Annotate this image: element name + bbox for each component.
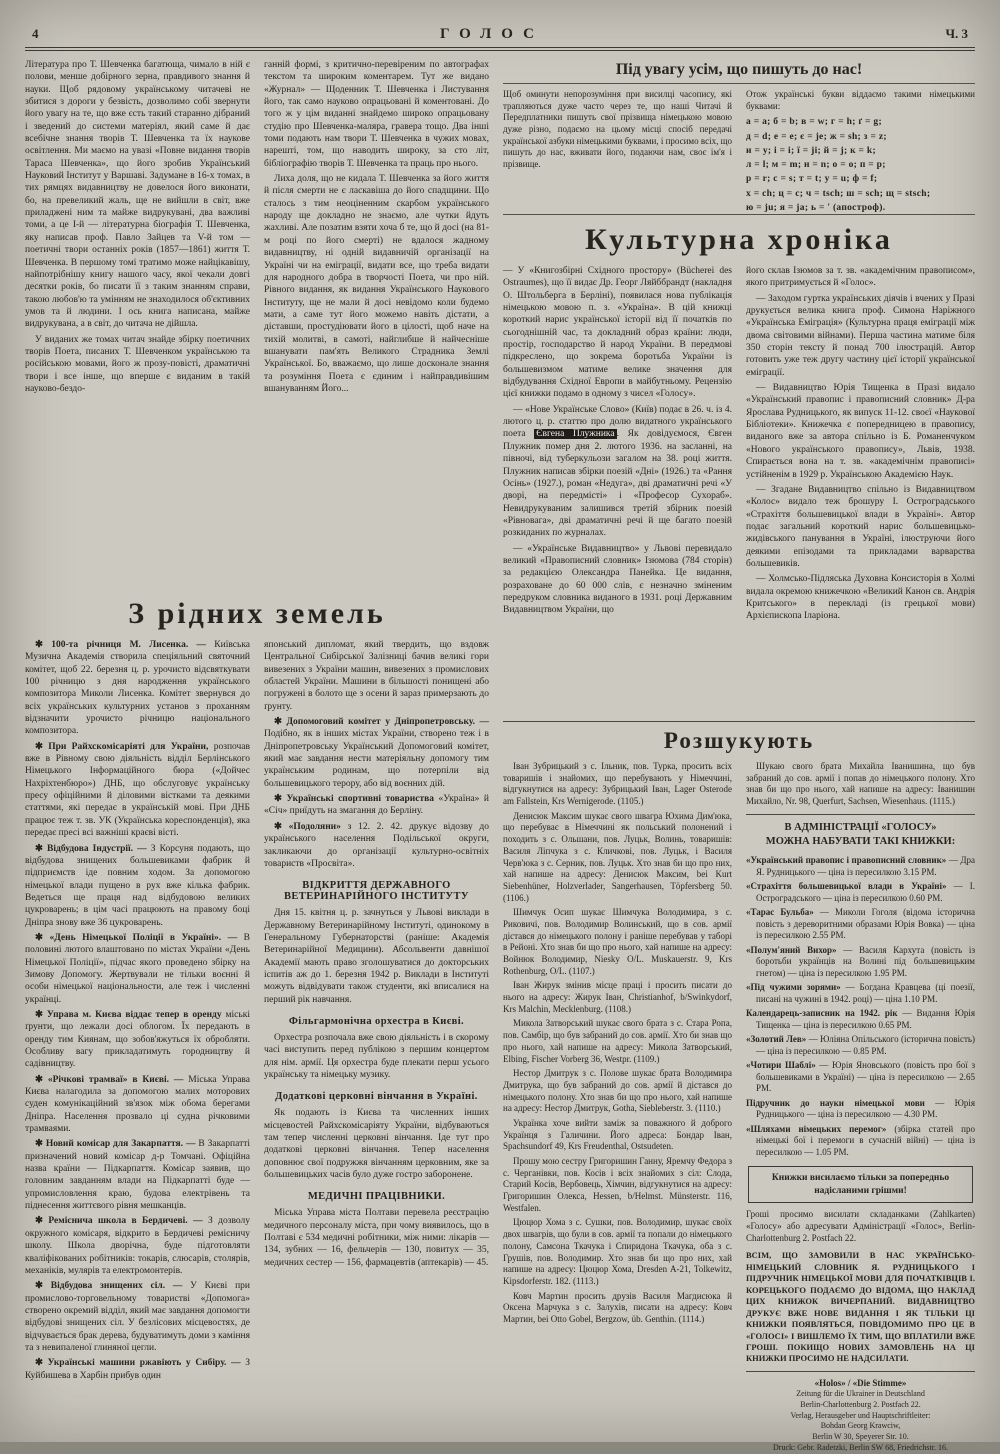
- chronicle-paragraph: його склав Ізюмов за т. зв. «академічним правописом», якого притримується й «Голос».: [746, 266, 975, 289]
- news-item: [25, 1215, 250, 1277]
- book-details: — Видання Юрія Тищенка — ціна із пересилкою 0.65 РМ.: [756, 1008, 975, 1030]
- blacked-out-name: Євгена Плужника: [536, 429, 615, 440]
- news-subsection: [264, 1016, 489, 1081]
- book-entry: [746, 907, 975, 942]
- chronicle-paragraph: — Заходом гуртка українських діячів і вчених у Празі друкується велика книга проф. Симона Наріжного «Українська Еміграція» (Культурна праця еміграції між двома світовими війнами). Перша частина матиме біля 350 сторін тексту й понад 700 ілюстрацій. Автор готовить уже теж другу частину цієї історії української еміграції.: [746, 293, 975, 378]
- page-number: 4: [32, 26, 39, 41]
- imprint-line: Verlag, Herausgeber und Hauptschriftleiter:: [790, 1410, 931, 1420]
- news-item-lead: ✱ Відбудова Індустрії. —: [35, 843, 147, 854]
- search-notice: Денисюк Максим шукає свого швагра Юхима Дим'юка, що перебуває в Німеччині як польський полонений і походить з с. Ольшани, пов. Луцьк, Волинь, товаришів: Василя Ліпчука з с. Кличкові, пов. Луцьк, і Василя Черв'юка з с. Серник, пов. Луцьк. Хто знав би що про них, хай напише на адресу: Денисюк Максим, bei Kurt Siebenhüner, Holzverlader, Sangerhausen, Töpfersberg 50. (1106.): [503, 810, 732, 903]
- article-paragraph: ганній формі, з критично-перевіреним по автографах текстом та широким коментарем. Тут же видано «Журнал» — Щоденник Т. Шевченка і Листування його, так само науково опрацьовані й коментовані. До того ж у цім виданні знайдемо широко опрацьовану студію про Шевченка-маляра, гравера тощо. Два інші томи подають нам твори Т. Шевченка в чужих мовах, нарешті, том, що наводить широку, за сто літ, бібліографію творів Т. Шевченка та праць про нього.: [264, 60, 489, 169]
- imprint-line: Berlin W 30, Speyerer Str. 10.: [812, 1432, 909, 1442]
- news-item-text: Київська Музична Академія створила спеціяльний святочний комітет, щоб 22. березня ц. р. урочисто відсвяткувати 100 річницю з дня народження українського композитора Миколи Лисенка. Комітет звернувся до всіх українських культурних установ з проханням відзначити урочисто річницю національного композитора.: [25, 640, 251, 737]
- news-subsection: [264, 880, 489, 1006]
- news-item: [25, 639, 250, 738]
- search-notice: Нестор Дмитрук з с. Полове шукає брата Володимира Дмитрука, що був забраний до сов. армії й дістався до німецького полону. Хто знав би що про нього, хай напише на адресу: Нестор Дмитрук, Gotha, Siebleberstr. 3. (1110.): [503, 1068, 732, 1114]
- book-entry: [746, 855, 975, 878]
- news-item: [264, 793, 489, 818]
- news-item: [25, 1280, 250, 1354]
- imprint-line: Zeitung für die Ukrainer in Deutschland: [796, 1389, 925, 1399]
- transliteration-line: и = y; і = i; ї = ji; й = j; к = k;: [746, 145, 876, 156]
- chronicle-paragraph: — Видавництво Юрія Тищенка в Празі видало «Український правопис і правописний словник» Д-ра Ярослава Рудницького, як випуск 11-12. своєї «Наукової Бібліотеки». Книжечка є попередницею в правопису, виданого вже за автора спільно із Б. Романенчуком «Нового українського правопису», Львів, 1938. Спирається вона на т. зв. «академічнім правописі» устійненім в 1929 р. Українською Академією Наук.: [746, 383, 975, 480]
- imprint-line: Bohdan Georg Krawciw,: [820, 1421, 901, 1431]
- book-entry: [746, 945, 975, 980]
- search-notice: Іван Жирук змінив місце праці і просить писати до нього на адресу: Жирук Іван, Christianhof, b/Swinkydorf, Krs Malchin, Mecklenburg. (1108.): [503, 980, 732, 1014]
- chronicle-section: [503, 265, 975, 717]
- book-entry: [746, 982, 975, 1005]
- admin-books-section: [746, 814, 975, 1454]
- admin-title-line-2: МОЖНА НАБУВАТИ ТАКІ КНИЖКИ:: [765, 835, 956, 847]
- search-notice: Ковч Мартин просить друзів Василя Магдисюка й Оксена Марчука з с. Залухів, писати на адресу: Ковч Мартин, bei Otto Gobel, Bergzow, üb. Genthin. (1114.): [503, 1290, 732, 1324]
- payment-instructions: Гроші просимо висилати складанками (Zahlkarten) «Голосу» або адресувати Адміністрації «Голос», Berlin-Charlottenburg 2. Postfach 22.: [746, 1209, 975, 1243]
- admin-books-title: [746, 821, 975, 849]
- chronicle-paragraph: — У «Книгозбірні Східного простору» (Bücherei des Ostraumes), що її видає Др. Георг Ляйббрандт (накладня О. Штольберга в Берліні), появилася нова публікація німецькою мовою п. з. «Україна». В цій книжці короткий нарис української історії від її початків по сьогоднішній час, та докладний образ країни: люди, простір, господарство й народ України. В передмові підкреслено, що зокрема боротьба України із большевизмом матиме велике значення для відбудування Східної Европи в майбутньому. Рецензію цієї книжки подамо в одному з чисел «Голосу».: [503, 266, 732, 400]
- search-body: [503, 761, 976, 1453]
- transliteration-line: д = d; е = e; є = je; ж = sh; з = z;: [746, 131, 887, 142]
- news-item-lead: ✱ Управа м. Києва віддає тепер в оренду: [35, 1009, 222, 1020]
- transliteration-intro: Отож українські букви віддаємо такими німецькими буквами:: [746, 89, 975, 111]
- search-notice: Іван Зубрицький з с. Ільник, пов. Турка, просить всіх товаришів і знайомих, що перебувають у Німеччині, відгукнутися на адресу: Зубрицький Іван, Lager Osterode am Fallstein, Krs Wernigerode. (1105.): [503, 761, 732, 807]
- sold-out-announcement: ВСІМ, ЩО ЗАМОВИЛИ В НАС УКРАЇНСЬКО-НІМЕЦЬКИЙ СЛОВНИК Я. РУДНИЦЬКОГО І ПІДРУЧНИК НІМЕЦЬКОЇ МОВИ ДЛЯ ПОЧАТКІВЦІВ І. КОРЕЦЬКОГО ПОДАЄМО ДО ВІДОМА, ЩО НАКЛАД ЦИХ КНИЖОК ВИЧЕРПАНИЙ. ВИДАВНИЦТВО ДРУКУЄ ВЖЕ НОВЕ ВИДАННЯ І ЯК ТІЛЬКИ ЦІ КНИЖКИ ПОЯВЛЯТЬСЯ, ПОВІДОМИМО ПРО ЦЕ В «ГОЛОСІ» І ВИШЛЕМО ЇХ ТИМ, ЩО ВПЛАТИЛИ ВЖЕ ГРОШІ. ПОКИЩО НОВИХ ЗАМОВЛЕНЬ НА ЦІ КНИЖКИ ПРОСИМО НЕ НАДСИЛАТИ.: [746, 1250, 975, 1364]
- news-item-lead: ✱ «Подоляни»: [274, 821, 341, 832]
- news-item: [25, 843, 250, 929]
- search-column-2: [746, 761, 976, 1453]
- news-item: [25, 1357, 250, 1382]
- news-item-lead: ✱ Допомоговий комітет у Дніпропетровську. —: [274, 717, 489, 728]
- news-item-continuation: японський дипломат, який твердить, що вздовж Центральної Сибірської Залізниці бачив великі гори вивезених з України машин, вивезених з промислових областей України. Машини в більшості понищені або погружені в болото ще з осени й зараз примерзають до ґрунту.: [264, 640, 489, 712]
- chronicle-text: . Як довідуємося, Євген Плужник помер дня 2. лютого 1936. на засланні, на півночі, від туберкульози загалом на 38. році життя. Плужник написав збірки поезій «Дні» (1926.) та «Рання Осінь» (1927.), роман «Недуга», дві драматичні речі «У дворі, на передмісті» і «Професор Сухораб». Невидрукуваним залишився третій збірник поезій «Рівновага», дві драматичні речі й ще багато поезій розкиданих по журналах.: [503, 429, 732, 539]
- book-title: «Страхіття большевицької влади в Україні»: [746, 881, 947, 892]
- news-item-lead: ✱ Новий комісар для Закарпаття. —: [35, 1139, 196, 1150]
- subsection-heading: Додаткові церковні вінчання в Україні.: [275, 1091, 478, 1103]
- masthead: [0, 0, 1000, 47]
- news-item: [25, 932, 250, 1006]
- search-notice: Микола Затворський шукає свого брата з с. Стара Ропа, пов. Самбір, що був забраний до сов. армії. Хто би знав що про нього, хай напише на адресу: Микола Затворський, Elbing, Fischer Vorberg 36, Westpr. (1109.): [503, 1018, 732, 1064]
- writers-notice-title: Під увагу усім, що пишуть до нас!: [503, 61, 975, 84]
- subsection-text: Як подають із Києва та численних інших місцевостей Райхскомісаріяту України, відбуваються там тепер численні церковні вінчання. Іде тут про додаткові церковні вінчання. Тепер населення доповнює свої подружжя вінчанням церковним, яке за большевицьких часів було дуже гостро заборонене.: [264, 1108, 489, 1181]
- imprint-line: Druck: Gebr. Radetzki, Berlin SW 68, Friedrichstr. 16.: [773, 1443, 948, 1453]
- news-item-text: В Закарпатті призначений новий комісар д-р Томчані. Офіційна назва країни — Підкарпаття. Комісар заявив, що головним завданням влади на Підкарпатті буде — упромисловлення краю, будова електрівень та піднесення життєвого рівня мешканців.: [25, 1139, 251, 1212]
- search-column-1: [503, 761, 732, 1449]
- book-details: (збірка статей про німецькі бої і перемоги в сучасній війні) — ціна із пересилкою — 1.05 РМ.: [756, 1123, 975, 1157]
- subsection-heading: МЕДИЧНІ ПРАЦІВНИКИ.: [307, 1191, 446, 1203]
- news-item-lead: ✱ «День Німецької Поліції в Україні». —: [35, 932, 238, 943]
- subsection-heading: Фільгармонічна орхестра в Києві.: [288, 1015, 465, 1027]
- page-content: [0, 51, 1000, 1453]
- book-details: — Василя Кархута (повість із боротьби українців на Волині під большевицьким гнетом) — ціна із пересилкою 1.95 РМ.: [756, 944, 975, 978]
- news-item-lead: ✱ «Річкові трамваї» в Києві. —: [35, 1074, 184, 1085]
- news-item-lead: ✱ При Райхскомісаріяті для України,: [35, 741, 209, 752]
- book-title: «Полум'яний Вихор»: [746, 944, 837, 955]
- writers-notice-body: [503, 89, 975, 213]
- book-entry: [746, 1034, 975, 1057]
- book-title: Підручник до науки німецької мови: [746, 1097, 925, 1108]
- writers-notice-left: [503, 89, 732, 209]
- article-paragraph: Література про Т. Шевченка багатюща, чимало в ній є полови, менше добірного зерна, правдивого знання й науки. Щоб рядовому українському читачеві не збитися з дороги у безвість, дозволимо собі звернути його увагу на те, що вже єсть такий старанно дібраний і зведений до системи матеріял, який саме й дає всебічне знання творів Т. Шевченка та їх наукове освітлення. Ми маємо на увазі «Повне видання творів Тараса Шевченка», що його зробив Український Науковий Інститут у Варшаві. Задумане в 16-х томах, в тих рямцях видавництву не довелося його виконати, бо, на превеликий жаль, ще не вийшли в світ, вже приладжені ним та майже видрукувані, два важливі томи, а це І-й — літературна біографія Т. Шевченка, яку написав проф. Павло Зайцев та V-й том — поетичні твори останніх років (1857—1861) життя Т. Шевченка. В першому томі тратимо може найцікавішу, найпотрібнішу книгу нашого часу, якої чекали довгі десятки років, бо писати її з таким знанням справи, такою любов'ю та умінням не знаходилося об'єктивних умов та й людини. І ось книга написана, майже видрукувана, а в світ, до читача не дійшла.: [25, 60, 250, 330]
- native-lands-title: З рідних земель: [128, 597, 386, 630]
- search-notice: Прошу мою сестру Григоришин Ганну, Яремчу Федора з с. Черганівки, пов. Косів і всіх знайомих з сіл: Слода, Старий Косів, Вербовець, Хімчин, відгукнутися на адресу: Григоришин Олекса, Hessen, b/Helmst. Münsterstr. 116, Westfalen.: [503, 1156, 732, 1213]
- news-item: [264, 716, 489, 790]
- search-notice: Шукаю свого брата Михайла Іванишина, що був забраний до сов. армії і попав до німецького полону. Хто знав би що про нього, хай напише на адресу: Іванишин Михайло, Nr. 98, Querfurt, Sachsen, Wiesenhaus. (1115.): [746, 761, 975, 807]
- right-half: [503, 59, 976, 1453]
- native-lands-column-2: [264, 639, 489, 1427]
- chronicle-text: — «Нове Українське Слово» (Київ) подає в 26. ч. із 4. лютого ц. р. статтю про долю видатного українського поета: [503, 404, 732, 440]
- issue-number: Ч. 3: [945, 26, 968, 41]
- news-item-text: Подібно, як в інших містах України, створено теж і в Дніпропетровську Український Допомоговий комітет, який має завдання нести матеріяльну допомогу тим українським родинам, що потерпіли від большевицького терору, або від воєнних дій.: [264, 729, 489, 789]
- news-item: [25, 1138, 250, 1212]
- search-notice: Українка хоче вийти заміж за поважного й доброго Українця з Галичини. Його адреса: Бондар Іван, Spachsundorf 49, Krs Freudenthal, Ostsudeten.: [503, 1117, 732, 1152]
- newspaper-title: ГОЛОС: [440, 26, 544, 42]
- news-item-text: У Києві при промислово-торговельному товаристві «Допомога» створено окремий відділ, який має завдання допомогти відбудові знищених сіл. У безлісових місцевостях, де відчувається брак дерева, будуватимуть доми з каміння та з невипаленої глиняної цегли.: [25, 1281, 250, 1353]
- native-lands-section: [25, 639, 489, 1427]
- subsection-heading: ВІДКРИТТЯ ДЕРЖАВНОГО ВЕТЕРИНАРІЙНОГО ІНСТИТУТУ: [284, 880, 469, 903]
- news-item-lead: ✱ 100-та річниця М. Лисенка. —: [35, 640, 206, 650]
- book-entry: [746, 1124, 975, 1159]
- writers-notice-text: Щоб оминути непорозуміння при висилці часопису, які трапляються дуже часто через те, що наші Читачі й Передплатники пишуть свої прізвища німецькою мовою дуже різно, подаємо на цьому місці спосіб передачі української азбуки німецькими буквами, і просимо всіх, що пишуть до нас, вживати його, подаючи нам, своє ім'я і прізвище.: [503, 89, 732, 170]
- search-notice: Шимчук Осип шукає Шимчука Володимира, з с. Риковичі, пов. Володимир Волинський, що в сов. армії дістався до німецького полону і раніше перебував у таборі в Рейоні. Хто знав би що про нього, хай напише на адресу: Войнюк Володимир, Niesky O/L. Muskauerstr. 9, Krs Rothenburg, O/L. (1107.): [503, 907, 732, 976]
- subsection-text: Орхестра розпочала вже свою діяльність і в скорому часі виступить перед публікою з першим концертом для нім. армії. Ця орхестра буде плекати перш усього українську та німецьку музику.: [264, 1032, 489, 1080]
- book-details: — Дра Я. Рудницького — ціна із пересилкою 3.15 РМ.: [756, 855, 975, 877]
- book-title: «Тарас Бульба»: [746, 907, 814, 918]
- writers-notice-section: [503, 61, 975, 215]
- chronicle-paragraph: [503, 404, 732, 540]
- search-title: Розшукують: [663, 728, 815, 753]
- book-title: «Під чужими зорями»: [746, 982, 841, 993]
- book-entry: [746, 1060, 975, 1095]
- news-item-lead: ✱ Реміснича школа в Бердичеві. —: [35, 1216, 203, 1227]
- news-subsection: [264, 1191, 489, 1269]
- news-item-text: «Україна» й «Січ» приїдуть на змагання до Берліну.: [264, 794, 489, 817]
- book-entry: [746, 1098, 975, 1121]
- news-item-text: Міська Управа Києва налагодила за допомогою малих моторових суден комунікаційний зв'язок між обома берегами Дніпра. Населення прозвало ці судна річковими трамваями.: [25, 1074, 250, 1135]
- book-title: «Золотий Лев»: [746, 1034, 807, 1045]
- news-items-group: [264, 716, 489, 870]
- shevchenko-column-2: [264, 59, 489, 589]
- book-details: — Богдана Кравцева (ці поезії, писані на чужині в 1942. році) — ціна 1.10 РМ.: [756, 982, 975, 1004]
- prepayment-box-note: Книжки висилаємо тільки за попередньо надісланими грішми!: [748, 1166, 973, 1203]
- news-item-text: З дозволу окружного комісаря, відкрито в Бердичеві ремісничу школу. Школа дворічна, буде підготовляти кваліфікованих робітників: токарів, слюсарів, столярів, механіків, мулярів та електромонтерів.: [25, 1216, 251, 1276]
- book-list: [746, 855, 975, 1158]
- news-subsections: [264, 880, 489, 1269]
- search-notice: Цюцюр Хома з с. Сушки, пов. Володимир, шукає своїх двох швагрів, що були в сов. армії та попали до німецького полону, Самсона Ткачука і Спиридона Ткачука, оба з с. Грушів, пов. Володимир. Хто знав би що про них, хай напише на адресу: Цюцюр Хома, Dresden A-21, Tolkewitz, Kipsdorferstr. 182. (1113.): [503, 1217, 732, 1286]
- chronicle-paragraph: — «Українське Видавництво» у Львові перевидало великий «Правописний словник» Ізюмова (784 сторін) за редакцією Олександра Панейка. Це видання, розраховане до 60 000 слів, є незначно зміненим передруком словника виданого в 1931. році Державним Видавництвом України, що: [503, 543, 732, 616]
- book-details: — Миколи Гоголя (відома історична повість з дереворитними образами Юрія Вовка) — ціна із пересилкою 2.55 РМ.: [756, 907, 975, 941]
- news-item: [25, 1009, 250, 1071]
- news-item-text: В половині лютого влаштовано по містах України «День Німецької Поліції», підчас якого проведено збірку на Зимову Допомогу. Жертвували не тільки воєнні й особи німецької національности, але теж і численні українці.: [25, 932, 250, 1005]
- news-item-lead: ✱ Українські машини ржавіють у Сибіру. —: [35, 1358, 241, 1369]
- book-title: «Український правопис і правописний словник»: [746, 855, 947, 866]
- news-item: [25, 741, 250, 840]
- shevchenko-article: [25, 59, 489, 589]
- news-subsection: [264, 1091, 489, 1181]
- transliteration-table: [746, 115, 975, 215]
- imprint-line: Berlin-Charlottenburg 2. Postfach 22.: [800, 1399, 921, 1409]
- shevchenko-column-1: [25, 59, 250, 589]
- book-details: — Юліяна Опільського (історична повість) — ціна із пересилкою — 0.85 РМ.: [756, 1034, 975, 1056]
- news-item-text: З Куйбишева в Харбін прибув один: [25, 1358, 251, 1381]
- transliteration-line: ю = ju; я = ja; ь = ' (апостроф).: [746, 202, 886, 213]
- book-details: — Юрія Рудницького — ціна із пересилкою — 4.30 РМ.: [756, 1097, 976, 1120]
- chronicle-paragraph: — Холмсько-Підляська Духовна Консисторія в Холмі видала окремою книжечкою «Великий Канон св. Андрія Критського» в перекладі (із грецької мови) Архієпископа Іларіона.: [746, 574, 975, 622]
- news-item-lead: ✱ Українські спортивні товариства: [274, 794, 435, 805]
- chronicle-title: Культурна хроніка: [585, 223, 893, 256]
- book-details: — Юрія Яновського (повість про бої з большевиками в Україні) — ціна із пересилкою — 2.65 РМ.: [756, 1060, 976, 1094]
- writers-notice-right: [746, 89, 975, 213]
- imprint-block: [746, 1371, 975, 1454]
- search-section: [503, 721, 976, 1453]
- book-details: — І. Остроградського — ціна із пересилкою 0.60 РМ.: [756, 881, 975, 903]
- transliteration-line: р = r; с = s; т = t; у = u; ф = f;: [746, 174, 878, 185]
- subsection-text: Дня 15. квітня ц. р. зачнуться у Львові виклади в Державному Ветеринарійному Інституті, одинокому в Генеральному Губернаторстві (раніше: Академія Ветеринарійної Медицини). Абсольвенти давнішої Академії мають право зголошуватися до докторських іспитів аж до 1. березня 1942 р. Виклади в Інституті можуть відвідувати також студенти, які вписалися на перший рік навчання.: [264, 908, 489, 1005]
- news-item-text: розпочав вже в Рівному свою діяльність відділ Берлінського Німецького Інформаційного бюра («Дойчес Нахріхтенбюро») ДНБ, що обслуговує українську пресу офіційними й діловими вістками та деякими статтями, які передає в українській мові. При ДНБ працює теж т. зв. УК (Українська кореспонденція), яка передає пресі всі важніші краєві вісті.: [25, 741, 251, 839]
- news-item-text: З Корсуня подають, що відбудова знищених большевиками фабрик й підприємств іде повним ходом. За допомогою німецької влади пущено в рух вже кілька фабрик. Ведеться ще праця над відбудовою великих цукроварень; в цім часі працюють на правому боці Дніпра знову вже 36 цукроварень.: [25, 843, 250, 928]
- book-title: Календарець-записник на 1942. рік: [746, 1008, 898, 1019]
- imprint-line: «Holos» / «Die Stimme»: [814, 1377, 907, 1388]
- book-title: «Шляхами німецьких перемог»: [746, 1123, 887, 1134]
- news-item-text: з 12. 2. 42. друкує відозву до українського населення Подільської округи, закликаючи до організації культурно-освітніх товариств «Просвіта».: [264, 821, 489, 869]
- article-paragraph: У виданих же томах читач знайде збірку поетичних творів Поета, писаних Т. Шевченком українською та російською мовами, його ж прозу-повісті, драматичні твори і все інше, що вперше є виданим в такій науково-бездо-: [25, 334, 250, 394]
- book-entry: [746, 881, 975, 904]
- book-entry: [746, 1008, 975, 1031]
- transliteration-line: л = l; м = m; н = n; о = o; п = p;: [746, 160, 886, 171]
- left-half: [25, 59, 489, 1449]
- book-title: «Чотири Шаблі»: [746, 1060, 816, 1071]
- admin-title-line-1: В АДМІНІСТРАЦІЇ «ГОЛОСУ»: [784, 821, 937, 833]
- chronicle-column-1: [503, 265, 732, 717]
- subsection-text: Міська Управа міста Полтави перевела реєстрацію медичного персоналу міста, при чому виявилось, що в Полтаві є 534 медичні робітники, між ними: лікарів — 134, зубних — 16, фельчерів — 130, повитух — 35, медичних сестер — 156, фармацевтів (аптекарів) — 45.: [264, 1208, 489, 1268]
- chronicle-column-2: [746, 265, 975, 717]
- news-item-lead: ✱ Відбудова знищених сіл. —: [35, 1281, 183, 1292]
- news-item-text: міські ґрунти, що лежали досі облогом. Їх передають в оренду тим Киянам, що зобов'яжуться їх обробляти. Особливу вагу прикладатимуть городництву й садівництву.: [25, 1009, 250, 1070]
- transliteration-line: а = a; б = b; в = w; г = h; ґ = g;: [746, 117, 882, 128]
- transliteration-line: х = ch; ц = c; ч = tsch; ш = sch; щ = stsch;: [746, 188, 931, 199]
- article-paragraph: Лиха доля, що не кидала Т. Шевченка за його життя й після смерти не є ласкавіша до його спадщини. Що сталось з тим неоціненним скарбом українського народу ще докладно не знаємо, але чутки йдуть жахливі. Але позатим взяти хоча б те, що й досі (на 81-м році по його смерті) не вдалося жадному видавництву, ні одній видавничій організації на Україні чи на еміграції, видати все, що треба видати для народного добра в творчості Поета, чи про ній. Рівного видання, як видання Українського Наукового Інституту, ще не мали й досі невідомо коли будемо мати, а саме тут його можемо навіть дістати, а діставши, простудіювати його в цілості, щоб наче на тихій молитві, в самоті, найглибше й найчесніше вшанувати пам'ять Великого Страдника Землі Української. Бо, вважаємо, що лише досконале знання та розуміння Поета є єдиним і найправдивішим вшануванням Його...: [264, 174, 489, 394]
- native-lands-column-1: [25, 639, 250, 1427]
- news-item: [25, 1074, 250, 1136]
- news-item: [264, 821, 489, 870]
- chronicle-paragraph: — Згадане Видавництво спільно із Видавництвом «Колос» видало теж брошуру І. Остроградського «Страхіття большевицької влади в Україні». Автор подає загальний короткий нарис большевицько-жидівського панування в Україні, ілюструючи його деякими епізодами та прикладами варварства большевиків.: [746, 484, 975, 569]
